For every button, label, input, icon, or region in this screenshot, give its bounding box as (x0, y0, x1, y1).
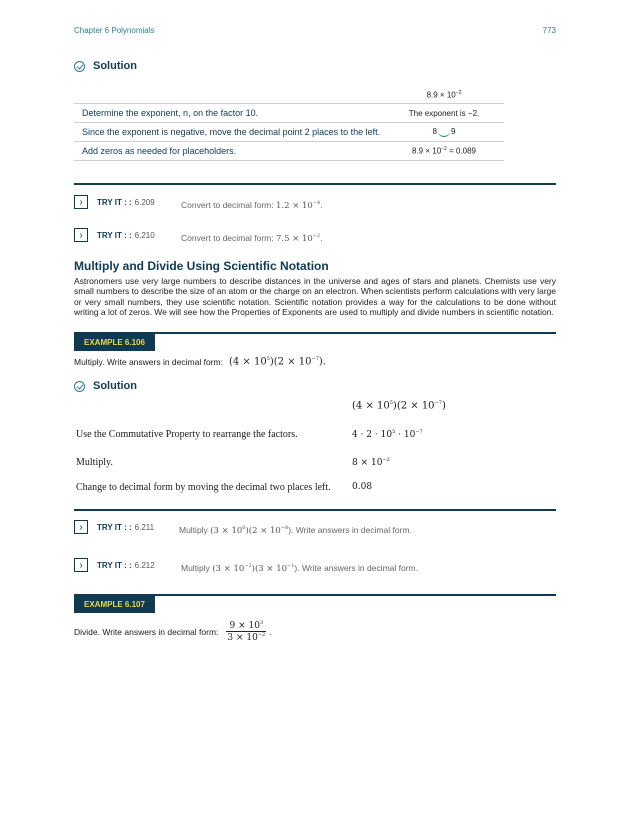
section-title: Multiply and Divide Using Scientific Notation (74, 259, 329, 273)
section-paragraph: Astronomers use very large numbers to describe distances in the universe and ages of stars and planets. Chemists use very small numbers to describe the size of an atom or the charge on an electron. When scientists perform calculations with very large or very small numbers, they use scientific notation. Scientific notation provides a way for the calculations to be done without writing a lot of zeros. We will see how the Properties of Exponents are used to multiply and divide numbers in scientific notation. (74, 276, 556, 317)
solution-step: Use the Commutative Property to rearrange the factors. $4 \cdot 2 \cdot 10^5 \cdot 10^{-7}$ (76, 429, 423, 440)
solution-title: Solution (93, 380, 137, 392)
example-label: EXAMPLE 6.106 (74, 333, 155, 351)
try-it-question: Multiply $(3 \times 10^6)(2 \times 10^{-8})$. Write answers in decimal form. (179, 525, 412, 536)
chevron-right-icon[interactable]: › (74, 558, 88, 572)
try-it-question: Convert to decimal form: $7.5 \times 10^{-2}$. (181, 233, 323, 244)
try-it-label: TRY IT : : (97, 197, 132, 207)
try-it-6-211 (74, 520, 154, 534)
table-cell: The exponent is −2. (408, 108, 480, 118)
try-it-number: 6.212 (134, 560, 155, 570)
try-it-6-210 (74, 228, 155, 242)
divider (74, 509, 556, 511)
chevron-right-icon[interactable]: › (74, 228, 88, 242)
check-circle-icon (74, 61, 85, 72)
try-it-6-212 (74, 558, 155, 572)
page-number: 773 (542, 26, 556, 35)
table-row (74, 123, 504, 142)
chevron-right-icon[interactable]: › (74, 520, 88, 534)
solution-heading (74, 60, 137, 72)
example-label: EXAMPLE 6.107 (74, 595, 155, 613)
fraction: $\frac{9 \times 10^3}{3 \times 10^{-2}}$ (227, 620, 266, 643)
decimal-move-arc (438, 131, 450, 137)
table-cell: $8.9 \times 10^{-2} = 0.089$ (412, 146, 476, 156)
conversion-table (74, 86, 504, 161)
chevron-right-icon[interactable]: › (74, 195, 88, 209)
try-it-label: TRY IT : : (97, 522, 132, 532)
check-circle-icon (74, 381, 85, 392)
try-it-number: 6.210 (134, 230, 155, 240)
solution-step: $(4 \times 10^5)(2 \times 10^{-7})$ (352, 400, 446, 412)
try-it-6-209 (74, 195, 155, 209)
table-row (74, 142, 504, 161)
try-it-label: TRY IT : : (97, 230, 132, 240)
table-cell: $8.9 \times 10^{-2}$ (426, 89, 462, 100)
try-it-label: TRY IT : : (97, 560, 132, 570)
table-cell: Determine the exponent, n, on the factor 10. (82, 108, 259, 118)
example-problem: Multiply. Write answers in decimal form: $(4 \times 10^5)(2 \times 10^{-7})$. (74, 356, 326, 368)
try-it-question: Multiply $(3 \times 10^{-2})(3 \times 10^{-1})$. Write answers in decimal form. (181, 563, 419, 574)
solution-heading (74, 380, 137, 392)
table-cell: Since the exponent is negative, move the decimal point 2 places to the left. (82, 127, 381, 137)
solution-title: Solution (93, 60, 137, 72)
solution-step: Multiply. $8 \times 10^{-2}$ (76, 457, 390, 468)
solution-step: Change to decimal form by moving the decimal two places left. 0.08 (76, 482, 373, 493)
table-row (74, 104, 504, 123)
table-cell: Add zeros as needed for placeholders. (82, 146, 237, 156)
table-cell: 8 9 (432, 127, 456, 136)
example-problem: Divide. Write answers in decimal form: $\frac{9 \times 10^3}{3 \times 10^{-2}}$ . (74, 620, 272, 643)
divider (74, 183, 556, 185)
try-it-number: 6.209 (134, 197, 155, 207)
table-row (74, 86, 504, 104)
chapter-header: Chapter 6 Polynomials (74, 26, 155, 35)
try-it-number: 6.211 (134, 522, 155, 532)
try-it-question: Convert to decimal form: $1.2 \times 10^{-4}$. (181, 200, 323, 211)
